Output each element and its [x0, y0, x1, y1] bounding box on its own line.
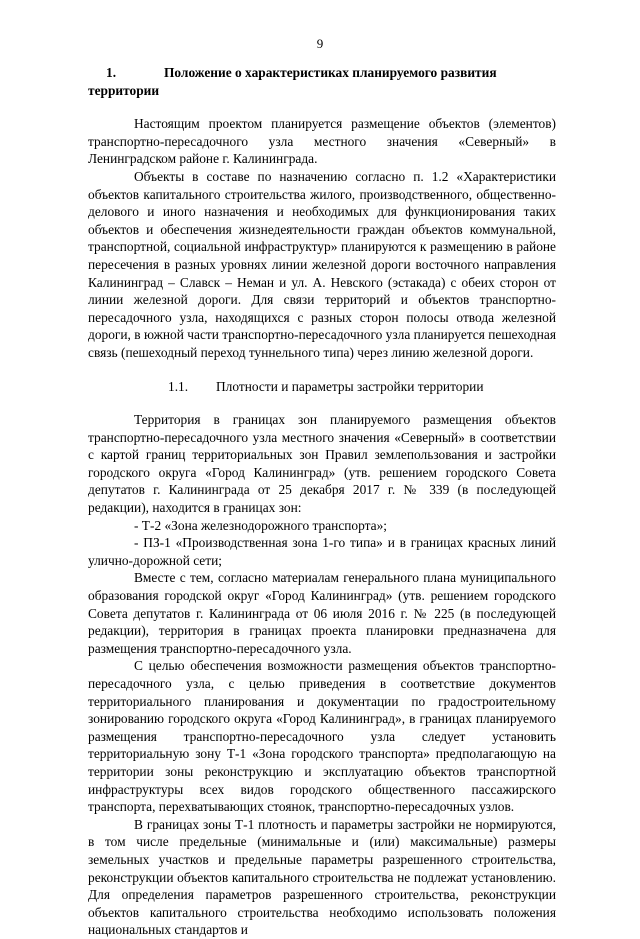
subsection-number: 1.1.	[168, 378, 189, 394]
paragraph: В границах зоны Т-1 плотность и параметры застройки не нормируются, в том числе предельные (минимальные и (или) максимальные) размеры земельных участков и предельные параметры разрешенного строительства, реконструкции объектов капитального строительства не подлежат установлению. Для определения параметров разрешенного строительства, реконструкции объектов капитального строительства необходимо использовать положения национальных стандартов и	[88, 816, 556, 938]
paragraph: Вместе с тем, согласно материалам генерального плана муниципального образования городской округ «Город Калининград» (утв. решением городского Совета депутатов г. Калининграда от 06 июля 2016 г. № 225 (в последующей редакции), территория в границах проекта планировки предназначена для размещения транспортно-пересадочного узла.	[88, 570, 556, 656]
paragraph: Территория в границах зон планируемого размещения объектов транспортно-пересадочного узла местного значения «Северный» в соответствии с картой границ территориальных зон Правил землепользования и застройки городского округа «Город Калининград» (утв. решением городского Совета депутатов г. Калининграда от 25 декабря 2017 г. № 339 (в последующей редакции), находится в границах зон:	[88, 412, 556, 516]
document-body	[88, 64, 556, 939]
section-heading	[88, 64, 556, 99]
section-number: 1.	[106, 65, 117, 80]
list-item: - ПЗ-1 «Производственная зона 1-го типа» и в границах красных линий улично-дорожной сети;	[88, 535, 556, 568]
page-number: 9	[316, 36, 324, 51]
subsection-title: Плотности и параметры застройки территории	[216, 378, 484, 394]
section-title: Положение о характеристиках планируемого развития территории	[88, 65, 497, 98]
paragraph: Объекты в составе по назначению согласно п. 1.2 «Характеристики объектов капитального строительства жилого, производственного, общественно-делового и иного назначения и необходимых для функционирования таких объектов и обеспечения жизнедеятельности граждан объектов коммунальной, транспортной, социальной инфраструктур» планируются к размещению в районе пересечения в разных уровнях линии железной дороги восточного направления Калининград – Славск – Неман и ул. А. Невского (эстакада) с обеих сторон от линии железной дороги. Для связи территорий и объектов транспортно-пересадочного узла, находящихся с разных сторон полосы отвода железной дороги, в южной части транспортно-пересадочного узла планируется пешеходная связь (пешеходный переход туннельного типа) через линию железной дороги.	[88, 168, 556, 360]
subsection-heading	[88, 378, 556, 396]
paragraph: Настоящим проектом планируется размещение объектов (элементов) транспортно-пересадочного узла местного значения «Северный» в Ленинградском районе г. Калининграда.	[88, 116, 556, 167]
paragraph: С целью обеспечения возможности размещения объектов транспортно-пересадочного узла, с целью приведения в соответствие документов территориального планирования и документации по градостроительному зонированию городского округа «Город Калининград», в границах планируемого размещения транспортно-пересадочного узла следует установить территориальную зону Т-1 «Зона городского транспорта» предполагающую на территории зоны реконструкцию и эксплуатацию объектов транспортной инфраструктуры всех видов городского общественного пассажирского транспорта, перехватывающих стоянок, транспортно-пересадочных узлов.	[88, 658, 556, 815]
list-item: - Т-2 «Зона железнодорожного транспорта»;	[134, 517, 388, 533]
